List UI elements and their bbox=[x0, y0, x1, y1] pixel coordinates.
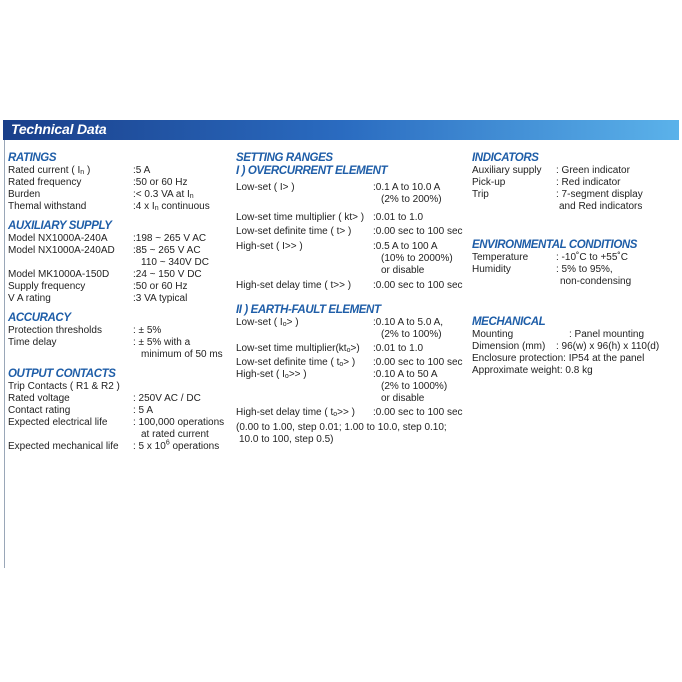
row-value: :0.01 to 1.0 bbox=[373, 212, 424, 223]
row-value: : 250V AC / DC bbox=[133, 393, 201, 404]
indicator-row bbox=[472, 165, 678, 177]
row-label: Protection thresholds bbox=[8, 325, 102, 336]
title-banner bbox=[3, 120, 679, 140]
row-label: V A rating bbox=[8, 293, 51, 304]
ratings-heading: RATINGS bbox=[8, 152, 57, 164]
row-label: Model MK1000A-150D bbox=[8, 269, 110, 280]
earth-fault-row bbox=[236, 357, 468, 369]
row-label: Temperature bbox=[472, 252, 529, 263]
column-right bbox=[472, 152, 678, 377]
row-label: Low-set time $multiplier(kt_o>)$ bbox=[236, 343, 360, 354]
overcurrent-row bbox=[236, 182, 468, 194]
ratings-row bbox=[8, 177, 230, 189]
row-value: :5 A bbox=[133, 165, 151, 176]
accuracy-row-cont bbox=[8, 349, 230, 361]
column-middle bbox=[236, 152, 468, 446]
row-value: : 5 x $10^6$ operations bbox=[133, 439, 220, 452]
row-value: :0.10 A to 5.0 A, bbox=[373, 317, 444, 328]
row-label: Expected mechanical life bbox=[8, 441, 119, 452]
ratings-row bbox=[8, 189, 230, 201]
row-label: Trip bbox=[472, 189, 489, 200]
overcurrent-heading: I ) OVERCURRENT ELEMENT bbox=[236, 165, 388, 177]
aux-row bbox=[8, 269, 230, 281]
mechanical-row bbox=[472, 353, 678, 365]
output-row bbox=[8, 417, 230, 429]
mechanical-heading: MECHANICAL bbox=[472, 316, 546, 328]
row-label: Dimension (mm) bbox=[472, 341, 546, 352]
row-value: : 96(w) x 96(h) x 110(d) bbox=[556, 341, 660, 352]
output-row-cont bbox=[8, 429, 230, 441]
row-value: :85 ~ 265 V AC bbox=[133, 245, 201, 256]
aux-row bbox=[8, 281, 230, 293]
row-label: Low-set ( $I_o>$ ) bbox=[236, 317, 299, 328]
step-note-line: (0.00 to 1.00, step 0.01; 1.00 to 10.0, step 0.10; bbox=[236, 422, 447, 433]
row-value: :3 VA typical bbox=[133, 293, 188, 304]
row-value: : 5% to 95%, bbox=[556, 264, 613, 275]
row-value: or disable bbox=[381, 265, 425, 276]
row-value: : Panel mounting bbox=[569, 329, 645, 340]
row-value: (10% to 2000%) bbox=[381, 253, 453, 264]
environment-row bbox=[472, 252, 678, 264]
row-label: High-set delay time ( $t_o>>$ ) bbox=[236, 407, 355, 418]
row-value: : 5 A bbox=[133, 405, 154, 416]
row-value: :24 ~ 150 V DC bbox=[133, 269, 202, 280]
row-label: Humidity bbox=[472, 264, 511, 275]
row-label: Trip Contacts ( R1 & R2 ) bbox=[8, 381, 120, 392]
earth-fault-row bbox=[236, 343, 468, 355]
row-value: and Red indicators bbox=[559, 201, 643, 212]
row-value: : 7-segment display bbox=[556, 189, 643, 200]
row-value: :0.00 sec to 100 sec bbox=[373, 226, 463, 237]
row-label: Enclosure protection bbox=[472, 353, 564, 364]
aux-row-cont bbox=[8, 257, 230, 269]
row-value: : -10˚C to +55˚C bbox=[556, 252, 628, 263]
row-value: : IP54 at the panel bbox=[563, 353, 645, 364]
row-value: : Green indicator bbox=[556, 165, 630, 176]
output-row bbox=[8, 393, 230, 405]
accuracy-row bbox=[8, 325, 230, 337]
aux-row bbox=[8, 293, 230, 305]
row-label: High-set ( $I_o>>$ ) bbox=[236, 369, 307, 380]
ratings-row bbox=[8, 165, 230, 177]
page-title: Technical Data bbox=[11, 121, 107, 137]
left-border-line bbox=[4, 140, 5, 568]
row-label: Supply frequency bbox=[8, 281, 86, 292]
earth-fault-row bbox=[236, 369, 468, 381]
row-value: :4 x $I_n$ continuous bbox=[133, 201, 210, 212]
row-label: Model NX1000A-240A bbox=[8, 233, 108, 244]
row-label: High-set ( I>> ) bbox=[236, 241, 303, 252]
indicator-row bbox=[472, 189, 678, 201]
output-row bbox=[8, 405, 230, 417]
row-value: : ± 5% with a bbox=[133, 337, 191, 348]
row-label: Model NX1000A-240AD bbox=[8, 245, 115, 256]
row-label: Themal withstand bbox=[8, 201, 87, 212]
row-label: High-set delay time ( t>> ) bbox=[236, 280, 352, 291]
environmental-heading: ENVIRONMENTAL CONDITIONS bbox=[472, 239, 638, 251]
row-label: Rated voltage bbox=[8, 393, 70, 404]
row-label: Low-set definite time ( t> ) bbox=[236, 226, 352, 237]
row-value: non-condensing bbox=[560, 276, 632, 287]
mechanical-row bbox=[472, 341, 678, 353]
row-value: : ± 5% bbox=[133, 325, 162, 336]
row-value: or disable bbox=[381, 393, 425, 404]
row-value: :0.01 to 1.0 bbox=[373, 343, 424, 354]
row-value: at rated current bbox=[141, 429, 209, 440]
row-label: Burden bbox=[8, 189, 41, 200]
aux-row bbox=[8, 233, 230, 245]
row-label: Rated frequency bbox=[8, 177, 82, 188]
column-left bbox=[8, 152, 230, 453]
output-contacts-heading: OUTPUT CONTACTS bbox=[8, 368, 116, 380]
row-value: :0.00 sec to 100 sec bbox=[373, 407, 463, 418]
row-label: Approximate weight bbox=[472, 365, 560, 376]
output-row bbox=[8, 381, 230, 393]
overcurrent-row bbox=[236, 241, 468, 253]
row-value: :50 or 60 Hz bbox=[133, 281, 188, 292]
accuracy-heading: ACCURACY bbox=[8, 312, 71, 324]
environment-row bbox=[472, 264, 678, 276]
row-value: :50 or 60 Hz bbox=[133, 177, 188, 188]
accuracy-row bbox=[8, 337, 230, 349]
row-value: : Red indicator bbox=[556, 177, 621, 188]
earth-fault-heading: II ) EARTH-FAULT ELEMENT bbox=[236, 304, 381, 316]
overcurrent-row bbox=[236, 212, 468, 224]
setting-ranges-heading: SETTING RANGES bbox=[236, 152, 333, 164]
row-label: Rated current ( $I_n$ ) bbox=[8, 165, 91, 176]
row-label: Expected electrical life bbox=[8, 417, 108, 428]
mechanical-row bbox=[472, 365, 678, 377]
row-value: minimum of 50 ms bbox=[141, 349, 223, 360]
row-value: :0.00 sec to 100 sec bbox=[373, 280, 463, 291]
output-row bbox=[8, 441, 230, 453]
row-value: (2% to 100%) bbox=[381, 329, 442, 340]
earth-fault-row bbox=[236, 407, 468, 419]
indicators-heading: INDICATORS bbox=[472, 152, 539, 164]
row-value: : 100,000 operations bbox=[133, 417, 225, 428]
row-label: Contact rating bbox=[8, 405, 71, 416]
auxiliary-supply-heading: AUXILIARY SUPPLY bbox=[8, 220, 112, 232]
ratings-row bbox=[8, 201, 230, 213]
row-label: Low-set definite time ( $t_o>$ ) bbox=[236, 357, 356, 368]
overcurrent-row bbox=[236, 280, 468, 292]
row-label: Low-set ( I> ) bbox=[236, 182, 295, 193]
row-value: (2% to 200%) bbox=[381, 194, 442, 205]
row-label: Auxiliary supply bbox=[472, 165, 542, 176]
earth-fault-row bbox=[236, 317, 468, 329]
indicator-row bbox=[472, 177, 678, 189]
overcurrent-row bbox=[236, 226, 468, 238]
row-label: Pick-up bbox=[472, 177, 506, 188]
row-value: :198 ~ 265 V AC bbox=[133, 233, 207, 244]
row-label: Low-set time multiplier ( kt> ) bbox=[236, 212, 365, 223]
row-value: :0.5 A to 100 A bbox=[373, 241, 438, 252]
row-label: Time delay bbox=[8, 337, 57, 348]
row-label: Mounting bbox=[472, 329, 514, 340]
row-value: :0.00 sec to 100 sec bbox=[373, 357, 463, 368]
aux-row bbox=[8, 245, 230, 257]
row-value: :0.10 A to 50 A bbox=[373, 369, 438, 380]
mechanical-row bbox=[472, 329, 678, 341]
row-value: : 0.8 kg bbox=[559, 365, 593, 376]
step-note-line: 10.0 to 100, step 0.5) bbox=[239, 434, 334, 445]
row-value: (2% to 1000%) bbox=[381, 381, 448, 392]
row-value: :< 0.3 VA at $I_n$ bbox=[133, 189, 194, 200]
row-value: :0.1 A to 10.0 A bbox=[373, 182, 441, 193]
row-value: 110 ~ 340V DC bbox=[141, 257, 209, 268]
